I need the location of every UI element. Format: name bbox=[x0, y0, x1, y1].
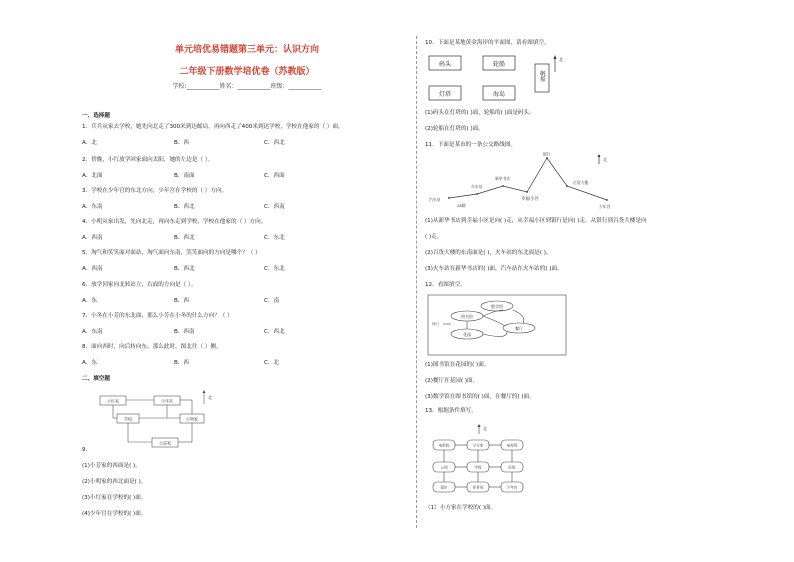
option-c[interactable]: C．西北 bbox=[264, 329, 285, 335]
option-c[interactable]: C．东北 bbox=[264, 235, 285, 241]
option-c[interactable]: C．东北 bbox=[264, 266, 285, 272]
map-label-xiaohu: 小虎家 bbox=[159, 440, 171, 446]
label-shuxue: 数学馆 bbox=[491, 304, 503, 309]
stop-huoche: 火车站 bbox=[471, 184, 483, 189]
section-heading-choice: 一、选择题 bbox=[82, 113, 110, 119]
grid-r2-c2: 学校 bbox=[474, 465, 482, 470]
label-huayuan: 花园 bbox=[463, 332, 471, 337]
label-canting: 餐厅 bbox=[515, 326, 523, 331]
q11-blank-2: ( )走。 bbox=[425, 234, 443, 240]
north-label: 北 bbox=[603, 157, 607, 162]
option-a[interactable]: A．东 bbox=[82, 360, 98, 366]
page-title: 单元培优易错题第三单元：认识方向 bbox=[174, 45, 319, 55]
section-heading-fill: 二、填空题 bbox=[82, 376, 110, 382]
grid-r3-c1: 超市 bbox=[440, 485, 448, 490]
stop-yinhang: 银行 bbox=[543, 152, 551, 157]
question-13: 13．根据条件填写。 bbox=[425, 408, 477, 414]
grid-r2-c3: 医院 bbox=[508, 465, 516, 470]
option-b[interactable]: B．西 bbox=[174, 140, 190, 146]
option-b[interactable]: B．南面 bbox=[174, 173, 195, 179]
q13-grid-map bbox=[427, 422, 537, 496]
option-b[interactable]: B．西 bbox=[174, 298, 190, 304]
option-a[interactable]: A．东南 bbox=[82, 204, 103, 210]
q13-blank-1: （1）小方家在学校的( )面。 bbox=[425, 505, 497, 511]
label-lunchuan: 轮船 bbox=[492, 61, 506, 68]
column-divider bbox=[416, 36, 417, 528]
q10-blank-1: (1)码头在灯塔的( )面，轮船的( )面是码头。 bbox=[425, 110, 535, 116]
q11-blank-3: (2)百货大楼的东南面是( )，火车站的东北面是( )。 bbox=[425, 250, 552, 256]
question-8: 8．面向西时，向后转向东。那么此时，图北往（ ）侧。 bbox=[82, 344, 222, 350]
option-a[interactable]: A．东 bbox=[82, 298, 98, 304]
map-label-xiaohong: 小红家 bbox=[107, 398, 119, 404]
option-a[interactable]: A．东南 bbox=[82, 329, 103, 335]
q11-blank-1: (1)从新华书店到幸福小区是向( )走，从幸福小区到银行是向( )走，从银行到百货大楼是向 bbox=[425, 218, 647, 224]
q12-blank-3: (3)数学馆在图书馆的( )面，在餐厅的( )面。 bbox=[425, 394, 535, 400]
q9-map-diagram bbox=[92, 390, 292, 460]
grid-r2-c1: 公园 bbox=[440, 465, 448, 470]
q12-blank-2: (2)餐厅在花园( )面。 bbox=[425, 378, 479, 384]
option-b[interactable]: B．西 bbox=[174, 360, 190, 366]
q12-park-map bbox=[427, 294, 567, 356]
option-c[interactable]: C．西面 bbox=[264, 173, 285, 179]
stop-xinhua: 新华书店 bbox=[495, 176, 511, 181]
option-a[interactable]: A．西南 bbox=[82, 266, 103, 272]
option-c[interactable]: C．西北 bbox=[264, 140, 285, 146]
option-b[interactable]: B．西北 bbox=[174, 235, 195, 241]
page-subtitle: 二年级下册数学培优卷（苏教版） bbox=[179, 67, 315, 77]
option-c[interactable]: C．北 bbox=[264, 360, 280, 366]
stop-qiche: 汽车站 bbox=[429, 197, 441, 202]
option-a[interactable]: A．北 bbox=[82, 140, 98, 146]
question-2: 2．傍晚，小红放学回家面向太阳，她的左边是（ ）。 bbox=[82, 157, 214, 163]
stop-xingfu: 幸福小区 bbox=[521, 197, 539, 202]
option-b[interactable]: B．西北 bbox=[174, 266, 195, 272]
label-matou: 码头 bbox=[438, 61, 452, 68]
grid-r1-c1: 电影院 bbox=[438, 443, 450, 448]
label-dengta: 灯塔 bbox=[438, 91, 452, 98]
question-3: 3．学校在少年宫的东北方向，少年宫在学校的（ ）方向。 bbox=[82, 188, 228, 194]
question-5: 5．淘气和笑笑面对面站，淘气面向东南，笑笑面向的方向是哪个？（ ） bbox=[82, 250, 261, 256]
grid-r3-c2: 体育场 bbox=[472, 485, 484, 490]
option-a[interactable]: A．北面 bbox=[82, 173, 103, 179]
label-fanchuan: 帆船 bbox=[539, 70, 545, 82]
question-9-number: 9． bbox=[82, 447, 92, 453]
question-12: 12．看图填空。 bbox=[425, 282, 466, 288]
grid-r1-c3: 电视塔 bbox=[506, 443, 518, 448]
option-b[interactable]: B．西南 bbox=[174, 329, 195, 335]
option-a[interactable]: A．西南 bbox=[82, 235, 103, 241]
north-label: 北 bbox=[559, 57, 563, 62]
label-haidao: 海岛 bbox=[492, 91, 506, 98]
grid-r1-c2: 小方家 bbox=[472, 443, 484, 448]
student-info-line: 学校:___________姓名：___________班级：___________ bbox=[172, 83, 322, 90]
stop-baihuo: 百货大楼 bbox=[573, 180, 589, 185]
map-label-school: 学校 bbox=[124, 416, 132, 422]
question-11: 11．下面是某市的一条公交路线图。 bbox=[425, 142, 517, 148]
option-b[interactable]: B．西北 bbox=[174, 204, 195, 210]
stop-shaonian: 少年宫 bbox=[599, 204, 611, 209]
option-c[interactable]: C．南 bbox=[264, 298, 280, 304]
question-7: 7．小冬在小芳的东北面，那么小芳在小冬的什么方向？（ ） bbox=[82, 313, 233, 319]
q11-bus-route bbox=[427, 152, 637, 210]
question-1: 1．兵兵从家去学校，她先向北走了300米到达邮局，再向西走了400米到达学校，学校在他家的（ ）面。 bbox=[82, 124, 344, 130]
label-tushu: 图书馆 bbox=[461, 314, 473, 319]
route-number: 28路 bbox=[457, 203, 466, 208]
grid-r3-c3: 少年宫 bbox=[506, 485, 518, 490]
map-label-xiaoming: 小明家 bbox=[186, 416, 198, 422]
q9-blank-3: (3)小红家在学校的( )面。 bbox=[82, 495, 147, 501]
q9-blank-4: (4)少年宫在学校的( )面。 bbox=[82, 511, 147, 517]
map-label-shaonian: 少年宫 bbox=[161, 398, 173, 404]
q9-blank-1: (1)小芳家的西面是( )。 bbox=[82, 463, 141, 469]
q10-coast-map bbox=[427, 52, 577, 107]
question-6: 6．放学回家向北转站立，右面的方向是（ ）。 bbox=[82, 282, 197, 288]
label-ximen: 西门 bbox=[432, 322, 440, 326]
question-4: 4．小明从家出发，先向北走，再向东走到学校，学校在他家的（ ）方向。 bbox=[82, 219, 267, 225]
q10-blank-2: (2)轮船在灯塔的( )面。 bbox=[425, 126, 484, 132]
option-c[interactable]: C．西南 bbox=[264, 204, 285, 210]
q12-blank-1: (1)图书馆在花园的( )面。 bbox=[425, 362, 490, 368]
q9-blank-2: (2)小明家的西北面是( )。 bbox=[82, 479, 147, 485]
north-label: 北 bbox=[483, 426, 487, 431]
q11-blank-4: (3)火车站在新华书店的( )面，汽车站在火车站的( )面。 bbox=[425, 266, 563, 272]
north-label: 北 bbox=[208, 395, 212, 400]
question-10: 10．下面是某地黄金海岸的平面图，请看图填空。 bbox=[425, 40, 550, 46]
